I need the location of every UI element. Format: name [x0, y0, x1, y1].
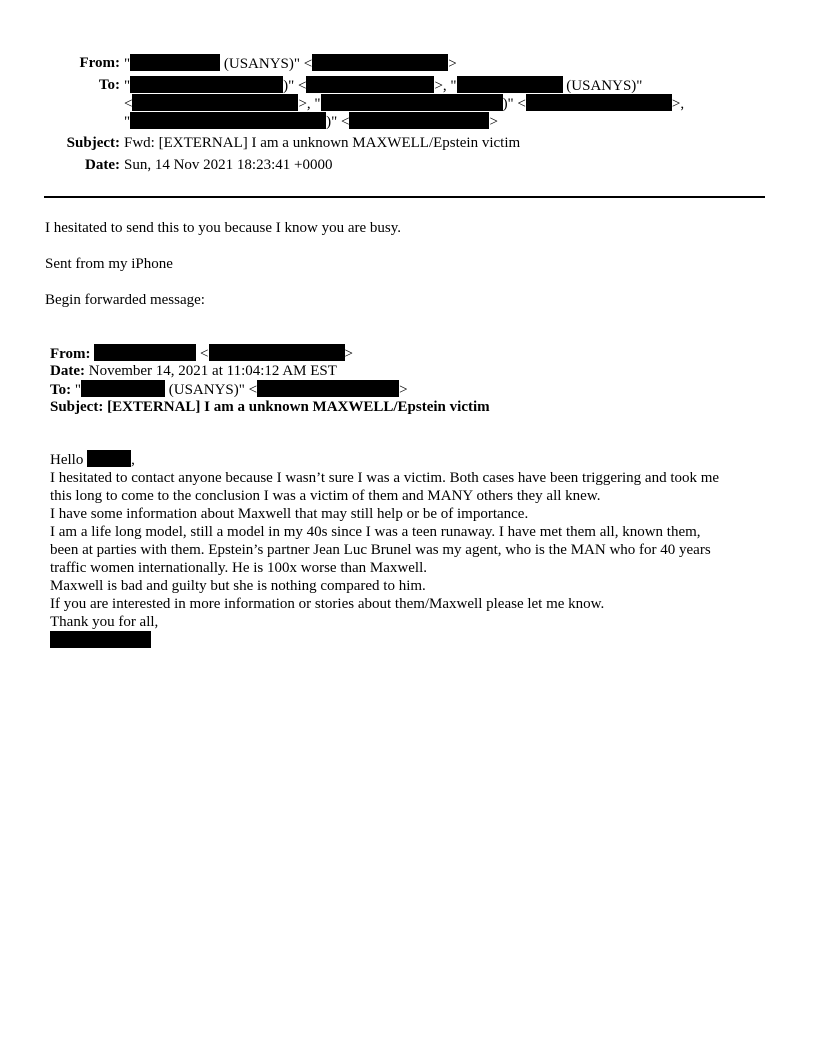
- redaction-box: [349, 112, 489, 129]
- redaction-box: [87, 450, 131, 467]
- redaction-box: [130, 112, 326, 129]
- fwd-subject-label: Subject:: [50, 399, 104, 415]
- to-value-line1: " )" < >, " (USANYS)": [124, 78, 643, 94]
- from-value: " (USANYS)" < >: [124, 56, 457, 72]
- fwd-date-value: November 14, 2021 at 11:04:12 AM EST: [84, 363, 337, 379]
- fwd-date-row: [50, 362, 770, 380]
- redaction-box: [209, 344, 345, 361]
- subject-label: Subject:: [66, 135, 120, 151]
- fwd-from-label: From:: [50, 346, 91, 362]
- message-line: I have some information about Maxwell that may still help or be of importance.: [50, 506, 529, 522]
- message-line: If you are interested in more information or stories about them/Maxwell please let me know.: [50, 596, 605, 612]
- to-value-line2: < >, " )" < >,: [124, 96, 685, 112]
- to-value-line3: " )" < >: [124, 114, 498, 130]
- signature-line: Sent from my iPhone: [45, 256, 173, 272]
- from-label: From:: [79, 55, 120, 71]
- message-line: traffic women internationally. He is 100x worse than Maxwell.: [50, 560, 427, 576]
- header-divider: [44, 196, 765, 198]
- redaction-box: [526, 94, 672, 111]
- message-line: I am a life long model, still a model in my 40s since I was a teen runaway. I have met them all, known them,: [50, 524, 701, 540]
- fwd-date-label: Date:: [50, 363, 85, 379]
- message-line: Maxwell is bad and guilty but she is nothing compared to him.: [50, 578, 426, 594]
- subject-value: Fwd: [EXTERNAL] I am a unknown MAXWELL/Epstein victim: [124, 135, 521, 151]
- redaction-box: [321, 94, 503, 111]
- intro-line: I hesitated to send this to you because I know you are busy.: [45, 220, 402, 236]
- redaction-box: [306, 76, 434, 93]
- message-line: I hesitated to contact anyone because I wasn’t sure I was a victim. Both cases have been triggering and took me: [50, 470, 720, 486]
- date-label: Date:: [85, 157, 120, 173]
- fwd-subject-value: [EXTERNAL] I am a unknown MAXWELL/Epstein victim: [103, 399, 490, 415]
- date-value: Sun, 14 Nov 2021 18:23:41 +0000: [124, 157, 333, 173]
- to-label: To:: [98, 77, 120, 93]
- fwd-to-label: To:: [50, 382, 72, 398]
- forwarded-header: [50, 344, 770, 416]
- redaction-box: [130, 54, 220, 71]
- redaction-box: [50, 631, 151, 648]
- redaction-box: [257, 380, 399, 397]
- greeting: Hello ,: [50, 452, 135, 468]
- message-line: Thank you for all,: [50, 614, 159, 630]
- message-body: [50, 450, 770, 650]
- message-line: been at parties with them. Epstein’s partner Jean Luc Brunel was my agent, who is the MAN who for 40 years: [50, 542, 711, 558]
- signature-redaction-row: [50, 631, 770, 650]
- fwd-from-row: From: < >: [50, 346, 353, 362]
- message-line: this long to come to the conclusion I was a victim of them and MANY others they all knew.: [50, 488, 601, 504]
- fwd-subject-row: [50, 398, 770, 416]
- redaction-box: [312, 54, 448, 71]
- forward-notice: Begin forwarded message:: [45, 292, 205, 308]
- redaction-box: [130, 76, 283, 93]
- redaction-box: [94, 344, 196, 361]
- fwd-to-row: To: " (USANYS)" < >: [50, 382, 408, 398]
- redaction-box: [81, 380, 165, 397]
- redaction-box: [457, 76, 563, 93]
- redaction-box: [132, 94, 298, 111]
